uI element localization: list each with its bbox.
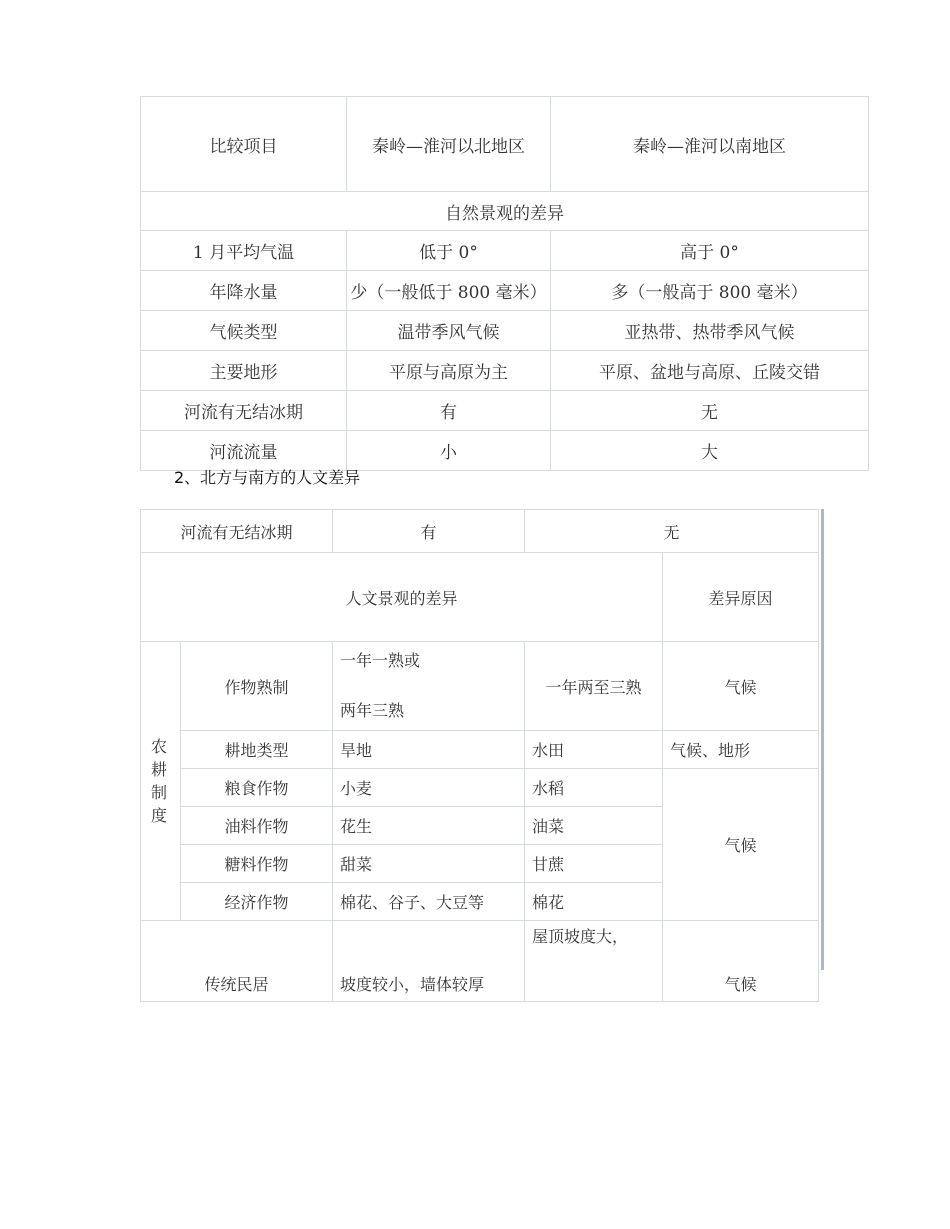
row-reason [663,921,819,1002]
table-row [141,231,869,271]
group-label-char: 耕 [151,760,168,779]
row-south: 油菜 [525,807,663,845]
row-item: 气候类型 [141,311,347,351]
row-north: 有 [347,391,551,431]
row-item: 河流流量 [141,431,347,471]
row-north [333,642,525,731]
row-item-text: 传统民居 [204,974,269,994]
row-item [141,921,333,1002]
row-south: 大 [551,431,869,471]
section-title: 自然景观的差异 [141,192,869,231]
natural-landscape-table [140,96,869,471]
row-south [525,921,663,1002]
row-item: 1 月平均气温 [141,231,347,271]
table-row [141,642,819,731]
row-south-text: 屋顶坡度大， [532,927,629,946]
row-item: 作物熟制 [181,642,333,731]
row-north: 小麦 [333,769,525,807]
row-north: 旱地 [333,731,525,769]
table-row [141,391,869,431]
row-north: 花生 [333,807,525,845]
row-reason-text: 气候 [724,974,757,994]
row-item: 油料作物 [181,807,333,845]
row-north: 有 [333,510,525,553]
table-row [141,510,819,553]
row-south: 一年两至三熟 [525,642,663,731]
row-north: 低于 0° [347,231,551,271]
row-south: 亚热带、热带季风气候 [551,311,869,351]
row-north: 棉花、谷子、大豆等 [333,883,525,921]
group-label [141,642,181,921]
row-item: 糖料作物 [181,845,333,883]
row-south: 水稻 [525,769,663,807]
row-north: 少（一般低于 800 毫米） [347,271,551,311]
table-row [141,769,819,807]
table-row [141,271,869,311]
section-caption: 2、北方与南方的人文差异 [174,468,361,487]
row-item: 年降水量 [141,271,347,311]
row-south: 水田 [525,731,663,769]
row-item: 主要地形 [141,351,347,391]
section-row [141,553,819,642]
header-south: 秦岭—淮河以南地区 [551,97,869,192]
reason-header: 差异原因 [663,553,819,642]
human-landscape-table [140,509,819,1002]
row-item: 经济作物 [181,883,333,921]
section-title: 人文景观的差异 [141,553,663,642]
row-north: 平原与高原为主 [347,351,551,391]
row-south: 甘蔗 [525,845,663,883]
table-row [141,351,869,391]
section-row [141,192,869,231]
row-north-text: 坡度较小，墙体较厚 [340,974,485,994]
group-label-char: 制 [151,783,168,802]
row-reason: 气候、地形 [663,731,819,769]
row-north: 温带季风气候 [347,311,551,351]
row-south: 棉花 [525,883,663,921]
group-label-text [151,735,180,827]
human-landscape-table-wrapper [140,509,824,994]
row-north-line-1: 一年一熟或 [340,651,421,670]
table-row [141,921,819,1002]
header-item: 比较项目 [141,97,347,192]
table-header-row [141,97,869,192]
row-reason: 气候 [663,642,819,731]
row-north: 甜菜 [333,845,525,883]
table-row [141,311,869,351]
row-item: 耕地类型 [181,731,333,769]
row-north [333,921,525,1002]
row-south: 高于 0° [551,231,869,271]
row-item: 粮食作物 [181,769,333,807]
row-north-line-2: 两年三熟 [340,701,405,720]
row-south: 平原、盆地与高原、丘陵交错 [551,351,869,391]
group-label-char: 农 [151,737,168,756]
row-south: 无 [551,391,869,431]
table-row [141,731,819,769]
row-north: 小 [347,431,551,471]
header-north: 秦岭—淮河以北地区 [347,97,551,192]
merged-reason: 气候 [663,769,819,921]
group-label-char: 度 [151,806,168,825]
row-south: 多（一般高于 800 毫米） [551,271,869,311]
row-item: 河流有无结冰期 [141,391,347,431]
row-south: 无 [525,510,819,553]
row-item: 河流有无结冰期 [141,510,333,553]
